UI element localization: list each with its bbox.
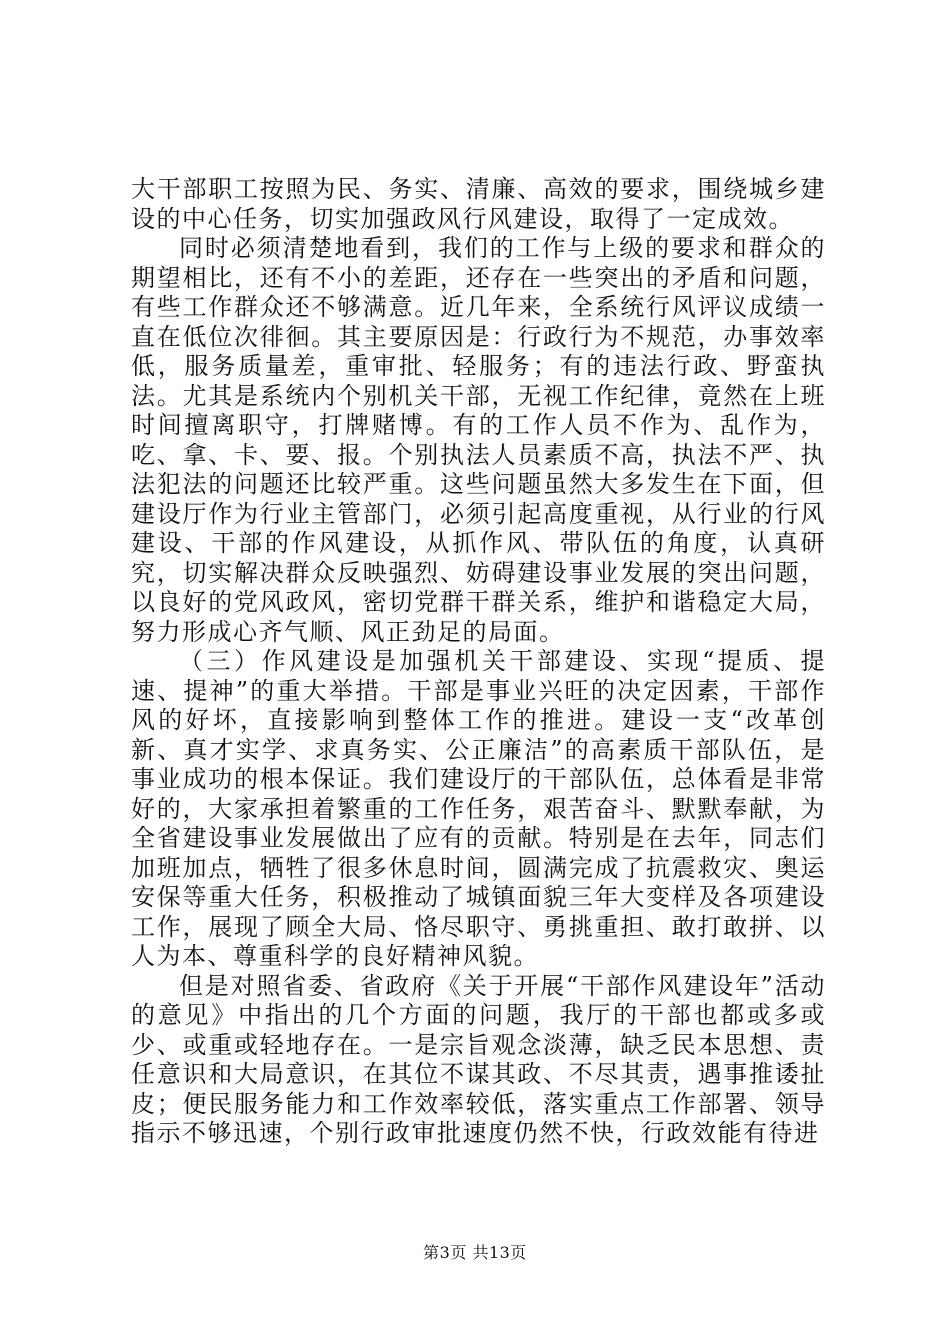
paragraph-4: 但是对照省委、省政府《关于开展“干部作风建设年”活动的意见》中指出的几个方面的问题，我厅的干部也都或多或少、或重或轻地存在。一是宗旨观念淡薄，缺乏民本思想、责任意识和大局意识，在其位不谋其政、不尽其责，遇事推诿扯皮；便民服务能力和工作效率较低，落实重点工作部署、领导指示不够迅速，个别行政审批速度仍然不快，行政效能有待进: [131, 971, 826, 1147]
page-number: 第3页 共13页: [423, 1243, 527, 1262]
paragraph-3: （三）作风建设是加强机关干部建设、实现“提质、提速、提神”的重大举措。干部是事业兴旺的决定因素，干部作风的好坏，直接影响到整体工作的推进。建设一支“改革创新、真才实学、求真务实、公正廉洁”的高素质干部队伍，是事业成功的根本保证。我们建设厅的干部队伍，总体看是非常好的，大家承担着繁重的工作任务，艰苦奋斗、默默奉献，为全省建设事业发展做出了应有的贡献。特别是在去年，同志们加班加点，牺牲了很多休息时间，圆满完成了抗震救灾、奥运安保等重大任务，积极推动了城镇面貌三年大变样及各项建设工作，展现了顾全大局、恪尽职守、勇挑重担、敢打敢拼、以人为本、尊重科学的良好精神风貌。: [131, 647, 826, 970]
paragraph-1: 大干部职工按照为民、务实、清廉、高效的要求，围绕城乡建设的中心任务，切实加强政风行风建设，取得了一定成效。: [131, 175, 826, 233]
paragraph-2: 同时必须清楚地看到，我们的工作与上级的要求和群众的期望相比，还有不小的差距，还存在一些突出的矛盾和问题，有些工作群众还不够满意。近几年来，全系统行风评议成绩一直在低位次徘徊。其主要原因是：行政行为不规范，办事效率低，服务质量差，重审批、轻服务；有的违法行政、野蛮执法。尤其是系统内个别机关干部，无视工作纪律，竟然在上班时间擅离职守，打牌赌博。有的工作人员不作为、乱作为，吃、拿、卡、要、报。个别执法人员素质不高，执法不严、执法犯法的问题还比较严重。这些问题虽然大多发生在下面，但建设厅作为行业主管部门，必须引起高度重视，从行业的行风建设、干部的作风建设，从抓作风、带队伍的角度，认真研究，切实解决群众反映强烈、妨碍建设事业发展的突出问题，以良好的党风政风，密切党群干群关系，维护和谐稳定大局，努力形成心齐气顺、风正劲足的局面。: [131, 234, 826, 646]
document-body: [131, 175, 826, 1149]
page-footer: [0, 1240, 950, 1263]
